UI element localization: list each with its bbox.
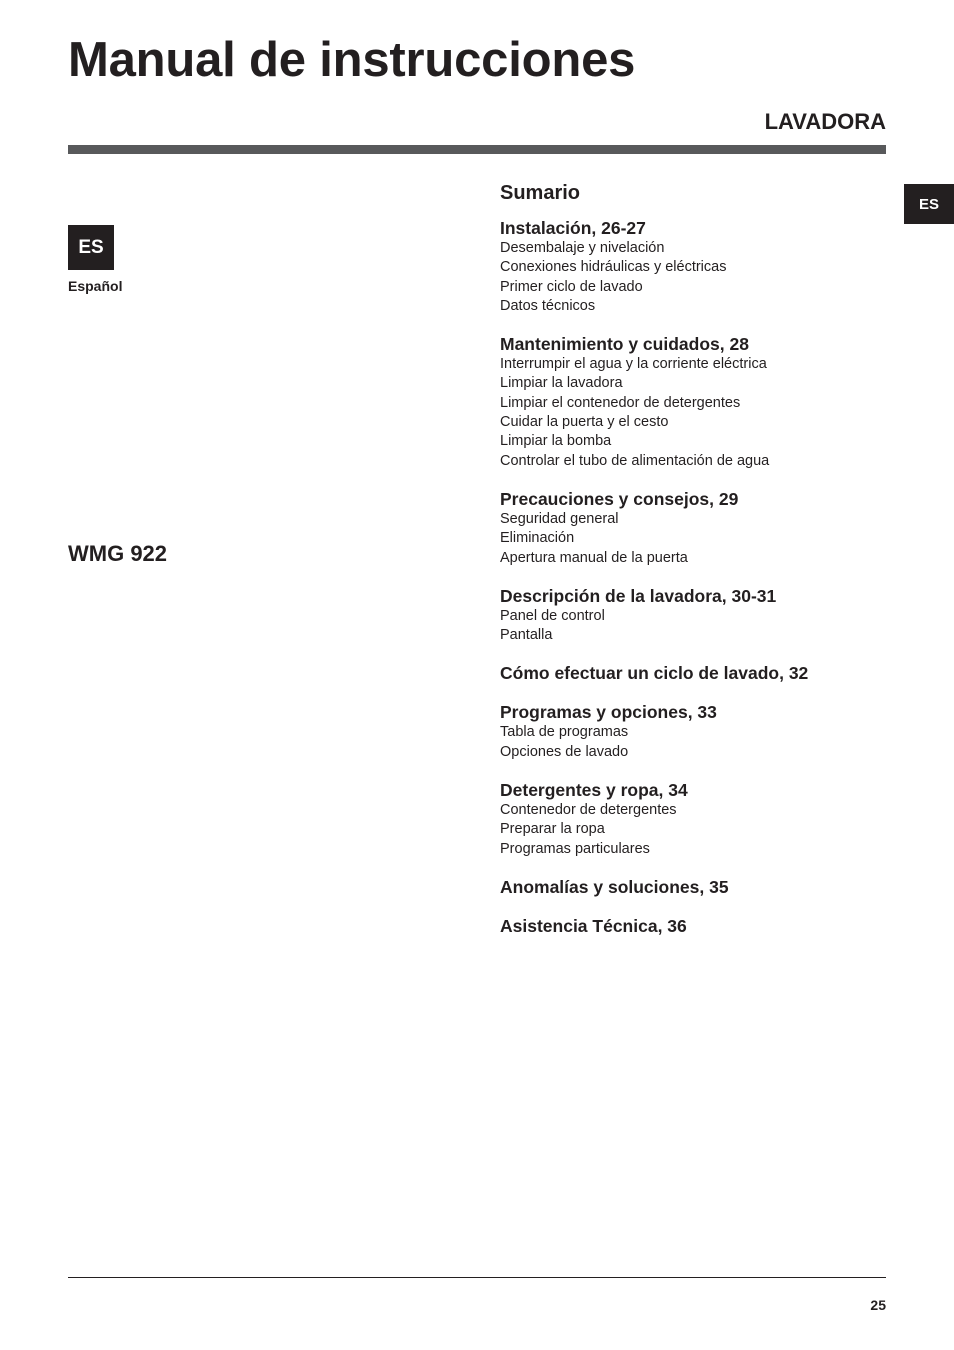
toc-section	[500, 218, 890, 316]
toc-item: Preparar la ropa	[500, 821, 605, 838]
toc-item: Opciones de lavado	[500, 743, 629, 760]
page-title: Manual de instrucciones	[68, 33, 636, 87]
toc-item: Desembalaje y nivelación	[500, 240, 665, 256]
table-of-contents	[500, 180, 890, 955]
toc-item: Limpiar la bomba	[500, 433, 612, 450]
toc-item: Tabla de programas	[500, 724, 629, 741]
toc-section	[500, 877, 890, 898]
toc-item: Pantalla	[500, 627, 553, 644]
header-divider	[68, 145, 886, 154]
toc-section	[500, 780, 890, 859]
toc-item: Datos técnicos	[500, 297, 596, 314]
toc-section-title: Anomalías y soluciones, 35	[500, 876, 729, 897]
toc-item: Eliminación	[500, 530, 575, 547]
toc-section	[500, 489, 890, 568]
toc-item: Interrumpir el agua y la corriente eléctrica	[500, 356, 767, 373]
toc-sections	[500, 218, 890, 937]
toc-item: Panel de control	[500, 607, 605, 624]
toc-item: Contenedor de detergentes	[500, 802, 677, 819]
language-side-tab: ES	[904, 184, 954, 224]
footer-divider	[68, 1277, 886, 1278]
toc-item: Limpiar la lavadora	[500, 375, 623, 392]
document-subtitle: LAVADORA	[764, 109, 886, 134]
toc-section-title: Instalación, 26-27	[500, 218, 646, 238]
toc-section-title: Programas y opciones, 33	[500, 702, 717, 723]
toc-section-title: Descripción de la lavadora, 30-31	[500, 585, 777, 606]
toc-item: Cuidar la puerta y el cesto	[500, 414, 669, 431]
toc-section	[500, 334, 890, 471]
page-number: 25	[870, 1297, 886, 1313]
toc-item: Conexiones hidráulicas y eléctricas	[500, 259, 727, 276]
toc-section-title: Cómo efectuar un ciclo de lavado, 32	[500, 663, 809, 684]
toc-item: Primer ciclo de lavado	[500, 278, 643, 295]
toc-section-title: Mantenimiento y cuidados, 28	[500, 334, 749, 355]
toc-section-title: Detergentes y ropa, 34	[500, 780, 688, 801]
toc-item: Controlar el tubo de alimentación de agua	[500, 452, 770, 469]
toc-item: Apertura manual de la puerta	[500, 549, 688, 566]
toc-section	[500, 586, 890, 646]
model-number: WMG 922	[68, 541, 168, 566]
toc-item: Limpiar el contenedor de detergentes	[500, 394, 741, 411]
language-badge: ES	[68, 225, 114, 270]
toc-item: Seguridad general	[500, 510, 619, 527]
toc-section	[500, 702, 890, 762]
toc-section	[500, 916, 890, 937]
language-name: Español	[68, 278, 123, 294]
toc-item: Programas particulares	[500, 840, 650, 857]
toc-heading: Sumario	[500, 182, 581, 204]
toc-section	[500, 663, 890, 684]
toc-section-title: Precauciones y consejos, 29	[500, 488, 739, 509]
toc-section-title: Asistencia Técnica, 36	[500, 915, 687, 936]
